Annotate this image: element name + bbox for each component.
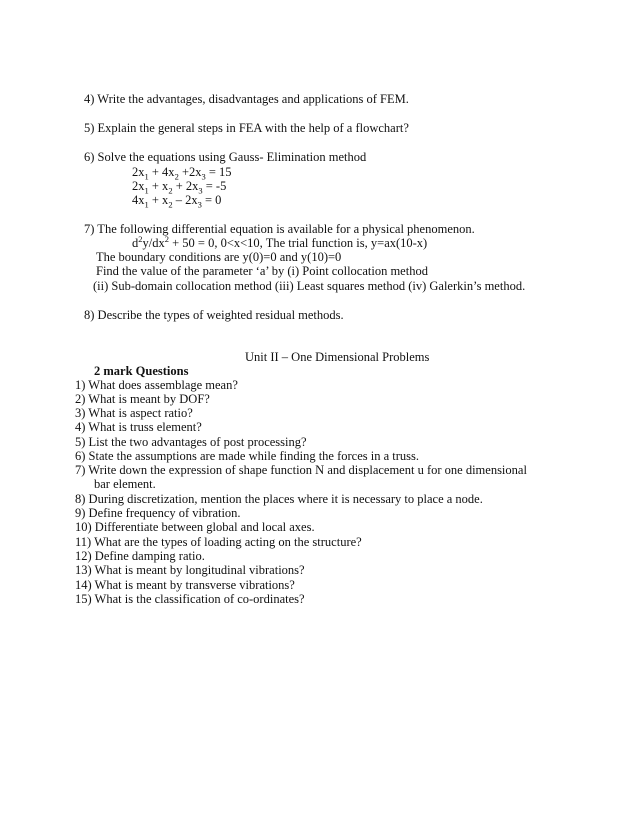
question-8: 8) Describe the types of weighted residual methods. [84, 308, 344, 322]
two-mark-question-14: 14) What is meant by transverse vibrations? [75, 578, 295, 592]
unit-title: Unit II – One Dimensional Problems [245, 350, 430, 364]
equation-2: $2x_1 + x_2 + 2x_3 = -5$ [132, 179, 227, 196]
two-mark-question-15: 15) What is the classification of co-ordinates? [75, 592, 305, 606]
boundary-conditions: The boundary conditions are y(0)=0 and y(10)=0 [96, 250, 342, 264]
two-mark-question-7: 7) Write down the expression of shape function N and displacement u for one dimensional [75, 463, 527, 477]
find-parameter: Find the value of the parameter ‘a’ by (i) Point collocation method [96, 264, 428, 278]
question-7: 7) The following differential equation is available for a physical phenomenon. [84, 222, 475, 236]
two-mark-question-4: 4) What is truss element? [75, 420, 202, 434]
question-5: 5) Explain the general steps in FEA with the help of a flowchart? [84, 121, 409, 135]
two-mark-question-7-cont: bar element. [94, 477, 156, 491]
two-mark-question-5: 5) List the two advantages of post processing? [75, 435, 307, 449]
two-mark-question-2: 2) What is meant by DOF? [75, 392, 210, 406]
equation-3: $4x_1 + x_2 - 2x_3 = 0$ [132, 193, 222, 210]
two-mark-question-12: 12) Define damping ratio. [75, 549, 205, 563]
equation-1: $2x_1 + 4x_2 +2x_3 = 15$ [132, 165, 232, 182]
two-mark-question-6: 6) State the assumptions are made while finding the forces in a truss. [75, 449, 420, 463]
differential-equation: $d^2y/dx^2 + 50 = 0$, 0<x<10, The trial function is, y=ax(10-x) [132, 233, 428, 250]
two-mark-question-9: 9) Define frequency of vibration. [75, 506, 241, 520]
methods-list: (ii) Sub-domain collocation method (iii) Least squares method (iv) Galerkin’s method. [93, 279, 526, 293]
two-mark-question-13: 13) What is meant by longitudinal vibrations? [75, 563, 305, 577]
question-6: 6) Solve the equations using Gauss- Elimination method [84, 150, 367, 164]
two-mark-heading: 2 mark Questions [94, 364, 189, 378]
two-mark-question-8: 8) During discretization, mention the places where it is necessary to place a node. [75, 492, 483, 506]
two-mark-question-10: 10) Differentiate between global and local axes. [75, 520, 315, 534]
question-4: 4) Write the advantages, disadvantages and applications of FEM. [84, 92, 409, 106]
two-mark-question-1: 1) What does assemblage mean? [75, 378, 238, 392]
two-mark-question-11: 11) What are the types of loading acting on the structure? [75, 535, 362, 549]
two-mark-question-3: 3) What is aspect ratio? [75, 406, 193, 420]
